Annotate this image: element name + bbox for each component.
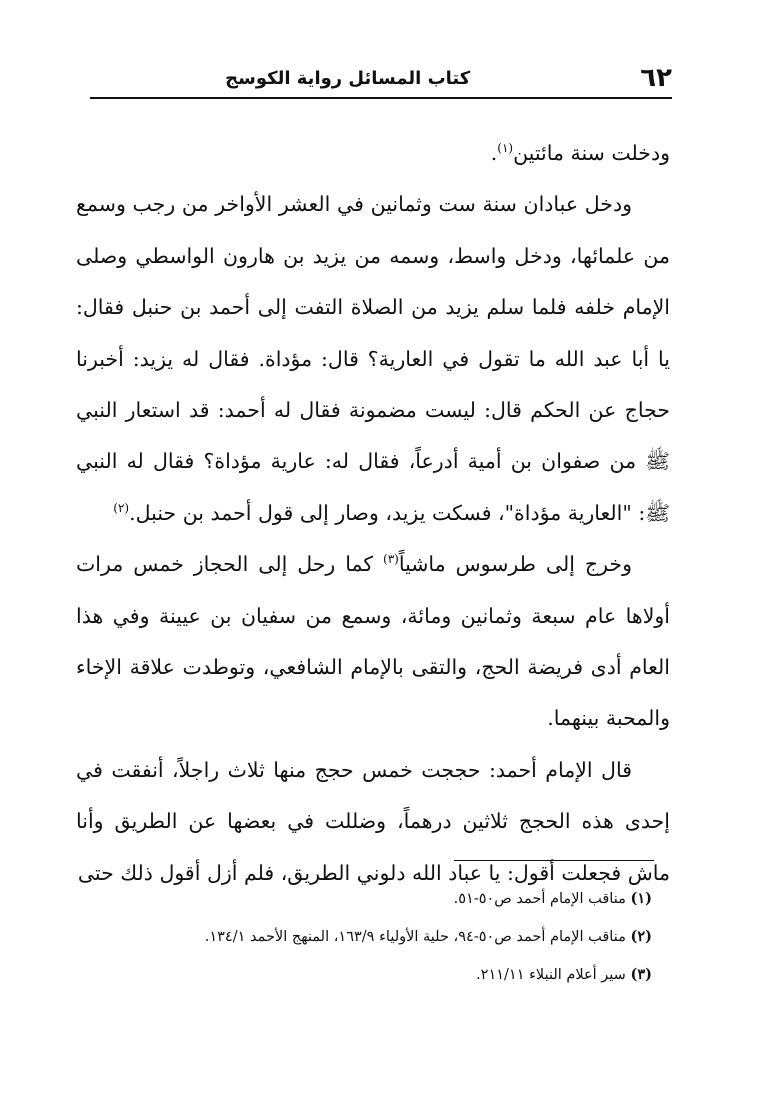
page-number: ٦٢ [640,63,672,93]
footnote-ref-1: (١) [497,141,514,156]
footnote-2 [88,918,652,956]
footnote-3 [88,956,652,994]
paragraph-2-text: ودخل عبادان سنة ست وثمانين في العشر الأواخر من رجب وسمع من علمائها، ودخل واسط، وسمه من يزيد بن هارون الواسطي وصلى الإمام خلفه فلما سلم يزيد من الصلاة التفت إلى أحمد بن حنبل فقال: يا أبا عبد الله ما تقول في العارية؟ قال: مؤداة. فقال له يزيد: أخبرنا حجاج عن الحكم قال: ليست مضمونة فقال له أحمد: قد استعار النبي ﷺ من صفوان بن أمية أدرعاً، فقال له: عارية مؤداة؟ فقال له النبي ﷺ: "العارية مؤداة"، فسكت يزيد، وصار إلى قول أحمد بن حنبل. [76,192,670,525]
paragraph-2 [76,179,670,539]
footnote-1-number: (١) [630,890,652,907]
page-header [90,60,672,96]
paragraph-1-text: ودخلت سنة مائتين [513,141,670,165]
main-text [76,128,670,899]
paragraph-4: قال الإمام أحمد: حججت خمس حجج منها ثلاث راجلاً، أنفقت في إحدى هذه الحجج ثلاثين درهماً، وضللت في بعضها عن الطريق وأنا ماش فجعلت أقول: يا عباد الله دلوني الطريق، فلم أزل أقول ذلك حتى [76,757,670,885]
paragraph-1 [76,128,670,179]
footnote-rule [454,860,654,861]
footnotes [88,880,652,994]
footnote-3-text: سير أعلام النبلاء ٢١١/١١. [476,967,631,983]
paragraph-1-end: . [490,141,498,165]
running-title: كتاب المسائل رواية الكوسج [225,67,471,89]
footnote-1-text: مناقب الإمام أحمد ص٥٠-٥١. [453,891,631,907]
footnote-ref-2: (٢) [113,501,130,516]
footnote-2-number: (٢) [630,928,652,945]
header-rule [90,97,672,99]
footnote-ref-3: (٣) [383,552,399,567]
paragraph-3 [76,539,670,745]
footnote-2-text: مناقب الإمام أحمد ص٥٠-٩٤، حلية الأولياء ١٦٣/٩، المنهج الأحمد ١٣٤/١. [204,929,631,945]
paragraph-3-text-b: كما رحل إلى الحجاز خمس مرات أولاها عام سبعة وثمانين ومائة، وسمع من سفيان بن عيينة وفي هذا العام أدى فريضة الحج، والتقى بالإمام الشافعي، وتوطدت علاقة الإخاء والمحبة بينهما. [76,552,670,731]
footnote-3-number: (٣) [630,966,652,983]
footnote-1 [88,880,652,918]
paragraph-3-text-a: وخرج إلى طرسوس ماشياً [398,552,632,577]
